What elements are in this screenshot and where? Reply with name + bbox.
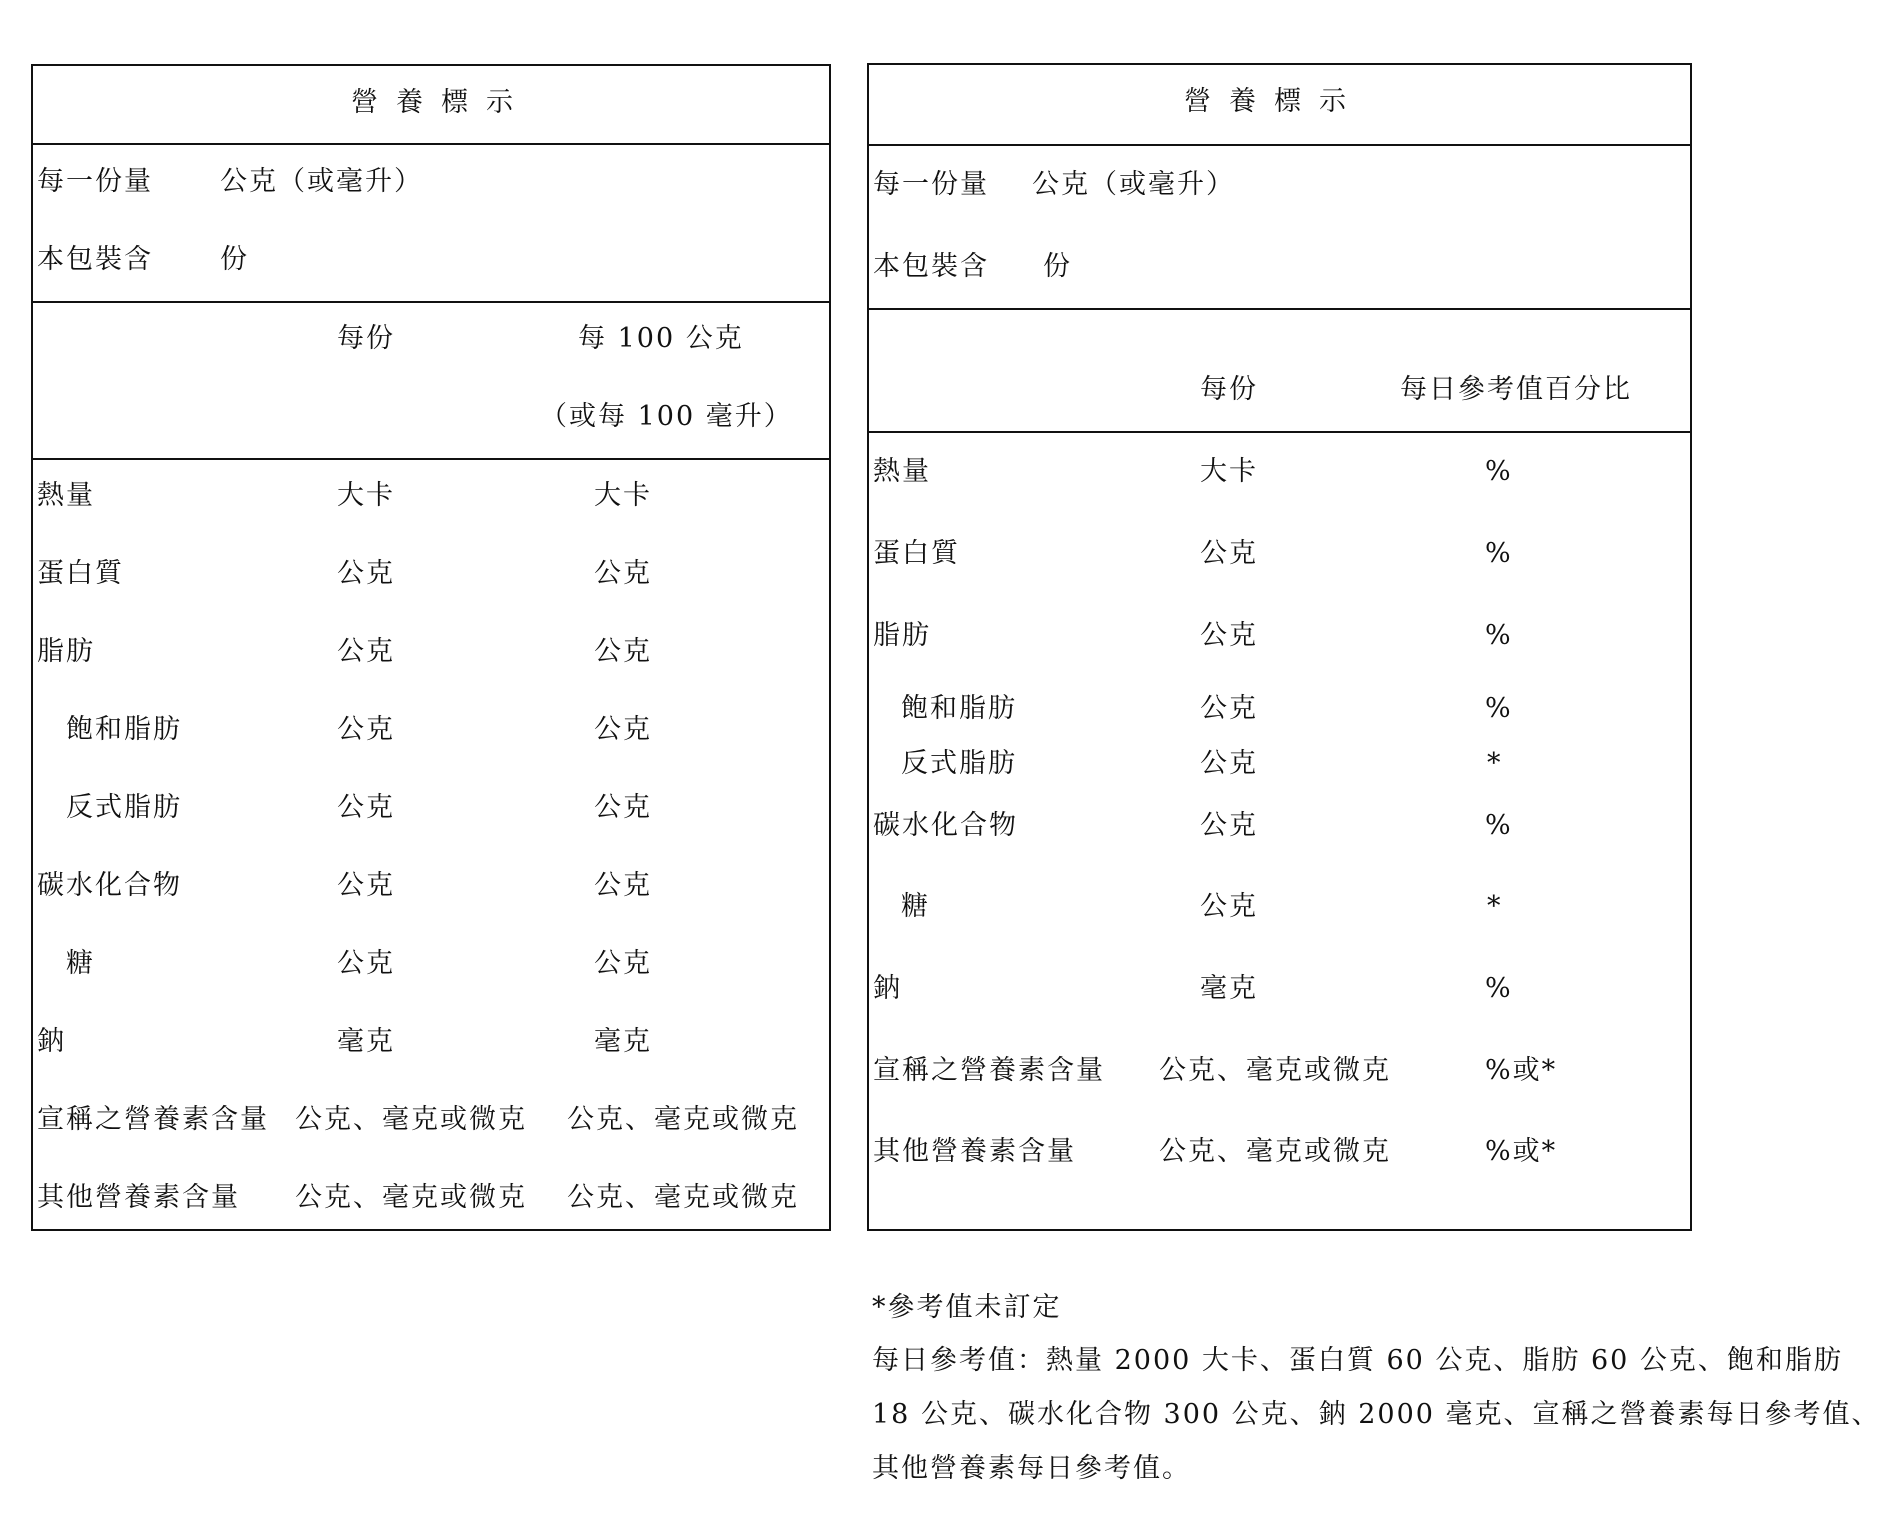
divider: [33, 143, 829, 145]
right-row-name: 碳水化合物: [873, 810, 1018, 841]
right-row-name: 熱量: [873, 456, 931, 487]
right-row-per-serving: 公克: [1200, 620, 1258, 651]
right-row-per-serving: 毫克: [1200, 973, 1258, 1004]
left-row-per-100: 公克: [594, 636, 652, 667]
left-row-per-100: 公克: [594, 558, 652, 589]
right-servings-per-pack-unit: 份: [1043, 251, 1072, 282]
right-row-daily: %: [1485, 693, 1513, 724]
left-title: 營養標示: [351, 87, 531, 118]
left-col-per-100-line2: （或每 100 毫升）: [540, 401, 793, 432]
left-row-per-serving: 公克: [337, 792, 395, 823]
left-col-per-serving: 每份: [337, 323, 395, 354]
left-row-per-serving: 公克: [337, 636, 395, 667]
left-row-name: 其他營養素含量: [37, 1182, 240, 1213]
left-servings-per-pack-label: 本包裝含: [37, 244, 153, 275]
nutrition-label-daily-value: [867, 63, 1692, 1231]
left-row-name: 鈉: [37, 1026, 66, 1057]
right-row-per-serving: 公克: [1200, 538, 1258, 569]
right-row-name: 蛋白質: [873, 538, 960, 569]
left-row-per-serving: 毫克: [337, 1026, 395, 1057]
left-row-per-100: 公克: [594, 714, 652, 745]
right-row-per-serving: 公克、毫克或微克: [1159, 1055, 1391, 1086]
left-row-per-serving: 公克: [337, 948, 395, 979]
right-row-per-serving: 大卡: [1200, 456, 1258, 487]
right-row-daily: *: [1487, 748, 1503, 779]
left-row-per-100: 公克: [594, 870, 652, 901]
right-row-daily: *: [1487, 891, 1503, 922]
left-col-per-100-line1: 每 100 公克: [578, 323, 744, 354]
daily-reference-note-line-3: 其他營養素每日參考值。: [872, 1453, 1191, 1484]
left-row-name: 宣稱之營養素含量: [37, 1104, 269, 1135]
right-row-daily: %: [1485, 456, 1513, 487]
left-row-per-serving: 公克、毫克或微克: [295, 1182, 527, 1213]
right-row-name: 脂肪: [873, 620, 931, 651]
left-row-name: 蛋白質: [37, 558, 124, 589]
left-row-per-100: 公克、毫克或微克: [567, 1182, 799, 1213]
right-row-daily: %: [1485, 973, 1513, 1004]
daily-reference-note-line-1: 每日參考值：熱量 2000 大卡、蛋白質 60 公克、脂肪 60 公克、飽和脂肪: [872, 1345, 1843, 1376]
left-serving-size-unit: 公克（或毫升）: [220, 166, 423, 197]
right-row-daily: %或*: [1485, 1136, 1558, 1167]
right-row-per-serving: 公克: [1200, 693, 1258, 724]
right-col-daily-pct: 每日參考值百分比: [1400, 374, 1632, 405]
right-row-daily: %或*: [1485, 1055, 1558, 1086]
left-row-name: 脂肪: [37, 636, 95, 667]
right-row-per-serving: 公克: [1200, 810, 1258, 841]
left-serving-size-label: 每一份量: [37, 166, 153, 197]
right-col-per-serving: 每份: [1200, 374, 1258, 405]
left-row-per-serving: 公克、毫克或微克: [295, 1104, 527, 1135]
left-row-per-serving: 公克: [337, 714, 395, 745]
divider: [869, 308, 1690, 310]
right-row-per-serving: 公克、毫克或微克: [1159, 1136, 1391, 1167]
left-row-name: 碳水化合物: [37, 870, 182, 901]
daily-reference-note-line-2: 18 公克、碳水化合物 300 公克、鈉 2000 毫克、宣稱之營養素每日參考值、: [872, 1399, 1881, 1430]
right-row-daily: %: [1485, 538, 1513, 569]
right-row-per-serving: 公克: [1200, 748, 1258, 779]
left-row-name: 反式脂肪: [66, 792, 182, 823]
right-title: 營養標示: [1184, 86, 1364, 117]
left-row-per-100: 毫克: [594, 1026, 652, 1057]
right-row-daily: %: [1485, 620, 1513, 651]
asterisk-note: *參考值未訂定: [872, 1292, 1062, 1323]
nutrition-label-per-100g: [31, 64, 831, 1231]
right-row-name: 反式脂肪: [901, 748, 1017, 779]
right-row-name: 宣稱之營養素含量: [873, 1055, 1105, 1086]
left-row-per-serving: 公克: [337, 870, 395, 901]
divider: [33, 301, 829, 303]
right-row-daily: %: [1485, 810, 1513, 841]
right-serving-size-unit: 公克（或毫升）: [1032, 169, 1235, 200]
right-row-name: 其他營養素含量: [873, 1136, 1076, 1167]
right-serving-size-label: 每一份量: [873, 169, 989, 200]
right-row-name: 飽和脂肪: [901, 693, 1017, 724]
left-row-name: 熱量: [37, 480, 95, 511]
left-row-name: 糖: [66, 948, 95, 979]
left-row-per-100: 公克、毫克或微克: [567, 1104, 799, 1135]
divider: [33, 458, 829, 460]
left-servings-per-pack-unit: 份: [220, 244, 249, 275]
right-row-name: 糖: [901, 891, 930, 922]
left-row-per-serving: 公克: [337, 558, 395, 589]
left-row-per-serving: 大卡: [337, 480, 395, 511]
left-row-name: 飽和脂肪: [66, 714, 182, 745]
right-row-per-serving: 公克: [1200, 891, 1258, 922]
right-row-name: 鈉: [873, 973, 902, 1004]
right-servings-per-pack-label: 本包裝含: [873, 251, 989, 282]
left-row-per-100: 公克: [594, 948, 652, 979]
left-row-per-100: 公克: [594, 792, 652, 823]
divider: [869, 144, 1690, 146]
left-row-per-100: 大卡: [594, 480, 652, 511]
divider: [869, 431, 1690, 433]
